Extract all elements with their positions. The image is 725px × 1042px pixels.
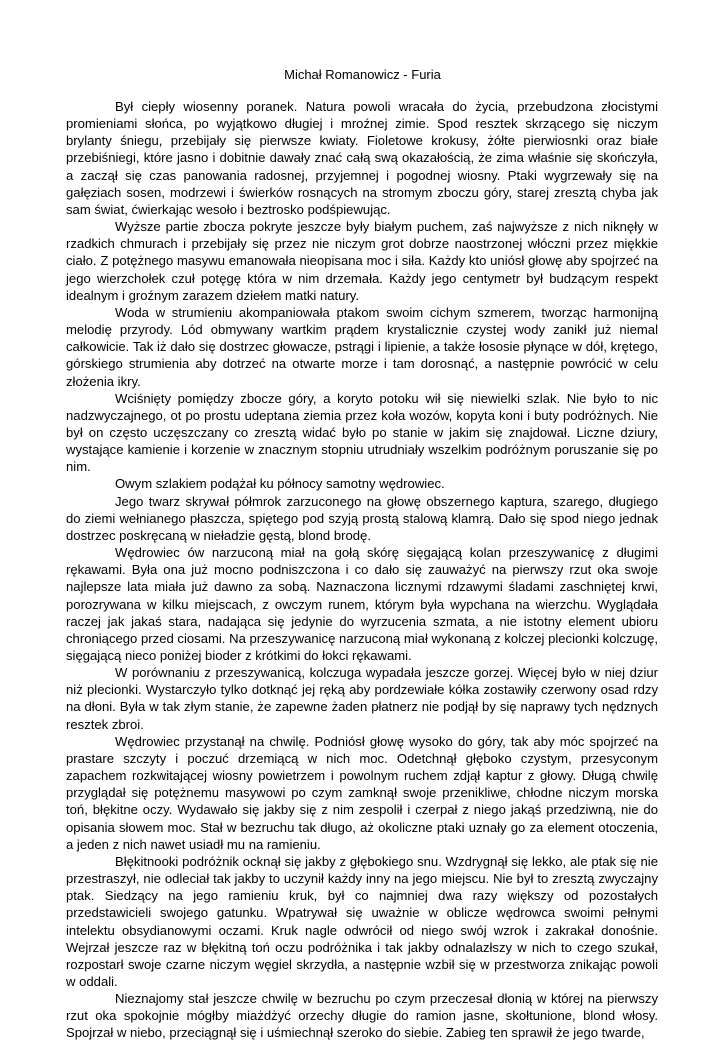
- paragraph: Wędrowiec ów narzuconą miał na gołą skórę sięgającą kolan przeszywanicę z długimi rękawami. Była ona już mocno podniszczona i co dało się zauważyć na pierwszy rzut oka swoje najlepsze lata miała już dawno za sobą. Naznaczona licznymi rdzawymi śladami zaschniętej krwi, porozrywana w kilku miejscach, z owczym runem, którym była wypchana na wierzchu. Wyglądała raczej jak jakaś stara, nadająca się jedynie do wyrzucenia szmata, a nie istotny element ubioru chroniącego przed ciosami. Na przeszywanicę narzuconą miał wykonaną z kolczej plecionki kolczugę, sięgającą nieco poniżej bioder z krótkimi do łokci rękawami.: [66, 545, 658, 663]
- paragraph: Jego twarz skrywał półmrok zarzuconego na głowę obszernego kaptura, szarego, długiego do ziemi wełnianego płaszcza, spiętego pod szyją prostą stalową klamrą. Dało się spod niego jednak dostrzec poskręcaną w nieładzie gęstą, blond brodę.: [66, 493, 658, 543]
- paragraph: W porównaniu z przeszywanicą, kolczuga wypadała jeszcze gorzej. Więcej było w niej dziur niż plecionki. Wystarczyło tylko dotknąć jej ręką aby pordzewiałe kółka zostawiły czerwony osad rdzy na dłoni. Była w tak złym stanie, że zapewne żaden płatnerz nie podjął by się naprawy tych nędznych resztek zbroi.: [66, 665, 658, 732]
- paragraph: Błękitnooki podróżnik ocknął się jakby z głębokiego snu. Wzdrygnął się lekko, ale ptak się nie przestraszył, nie odleciał tak jakby to uczynił każdy inny na jego miejscu. Nie był to zresztą zwyczajny ptak. Siedzący na jego ramieniu kruk, był co najmniej dwa razy większy od pozostałych przedstawicieli swojego gatunku. Wpatrywał się uważnie w oblicze wędrowca swoimi pełnymi intelektu obsydianowymi oczami. Kruk nagle odwrócił od niego swój wzrok i zakrakał donośnie. Wejrzał jeszcze raz w błękitną toń oczu podróżnika i tak jakby odnalazłszy w nich to czego szukał, rozpostarł swoje czarne niczym węgiel skrzydła, a następnie wzbił się w przestworza znikając powoli w oddali.: [66, 853, 658, 989]
- paragraph: Wędrowiec przystanął na chwilę. Podniósł głowę wysoko do góry, tak aby móc spojrzeć na prastare szczyty i poczuć drzemiącą w nich moc. Odetchnął głęboko czystym, przesyconym zapachem rozkwitającej wiosny powietrzem i powolnym ruchem zdjął kaptur z głowy. Długą chwilę przyglądał się potężnemu masywowi po czym zamknął swoje przenikliwe, chłodne niczym morska toń, błękitne oczy. Wydawało się jakby się z nim zespolił i czerpał z niego jakąś przedziwną, nie do opisania słowem moc. Stał w bezruchu tak długo, aż okoliczne ptaki uznały go za element otoczenia, a jeden z nich nawet usiadł mu na ramieniu.: [66, 733, 658, 852]
- paragraph: Woda w strumieniu akompaniowała ptakom swoim cichym szmerem, tworząc harmonijną melodię przyrody. Lód obmywany wartkim prądem krystalicznie czystej wody zanikł już niemal całkowicie. Tak iż dało się dostrzec głowacze, pstrągi i lipienie, a także łososie płynące w dół, krętego, górskiego strumienia aby dotrzeć na otwarte morze i tam dorosnąć, a następnie powrócić w celu złożenia ikry.: [66, 304, 658, 389]
- document-body: [66, 98, 658, 1042]
- paragraph: Nieznajomy stał jeszcze chwilę w bezruchu po czym przeczesał dłonią w której na pierwszy rzut oka spokojnie mógłby miażdżyć orzechy długie do ramion jasne, skołtunione, blond włosy. Spojrzał w niebo, przeciągnął się i uśmiechnął szeroko do siebie. Zabieg ten sprawił że jego twarde,: [66, 991, 658, 1041]
- document-title: Michał Romanowicz - Furia: [284, 67, 441, 82]
- paragraph: Wyższe partie zbocza pokryte jeszcze były białym puchem, zaś najwyższe z nich niknęły w rzadkich chmurach i przebijały się przez nie niczym grot dobrze naostrzonej włóczni przez miękkie ciało. Z potężnego masywu emanowała nieopisana moc i siła. Każdy kto uniósł głowę aby spojrzeć na jego wierzchołek czuł potęgę która w nim drzemała. Każdy jego centymetr był budzącym respekt idealnym i groźnym zarazem dziełem matki natury.: [66, 219, 658, 303]
- paragraph: Owym szlakiem podążał ku północy samotny wędrowiec.: [115, 476, 445, 492]
- paragraph: Wciśnięty pomiędzy zbocze góry, a koryto potoku wił się niewielki szlak. Nie było to nic nadzwyczajnego, ot po prostu udeptana ziemia przez koła wozów, kopyta koni i buty podróżnych. Nie był on często uczęszczany co zresztą widać było po stanie w jakim się znajdował. Liczne dziury, wystające kamienie i korzenie w znacznym stopniu utrudniały wszelkim podróżnym poruszanie się po nim.: [66, 390, 658, 475]
- paragraph: Był ciepły wiosenny poranek. Natura powoli wracała do życia, przebudzona złocistymi promieniami słońca, po wyjątkowo długiej i mroźnej zimie. Spod resztek skrzącego się niczym brylanty śniegu, przebijały się pierwsze kwiaty. Fioletowe krokusy, żółte pierwiosnki oraz białe przebiśniegi, które jasno i dobitnie dawały znać całą swą okazałością, że zima właśnie się skończyła, a zaczął się czas panowania radosnej, przyjemnej i pogodnej wiosny. Ptaki wygrzewały się na gałęziach sosen, modrzewi i świerków rosnących na stromym zboczu góry, starej zresztą chyba jak sam świat, ćwierkając wesoło i beztrosko podśpiewując.: [66, 99, 658, 217]
